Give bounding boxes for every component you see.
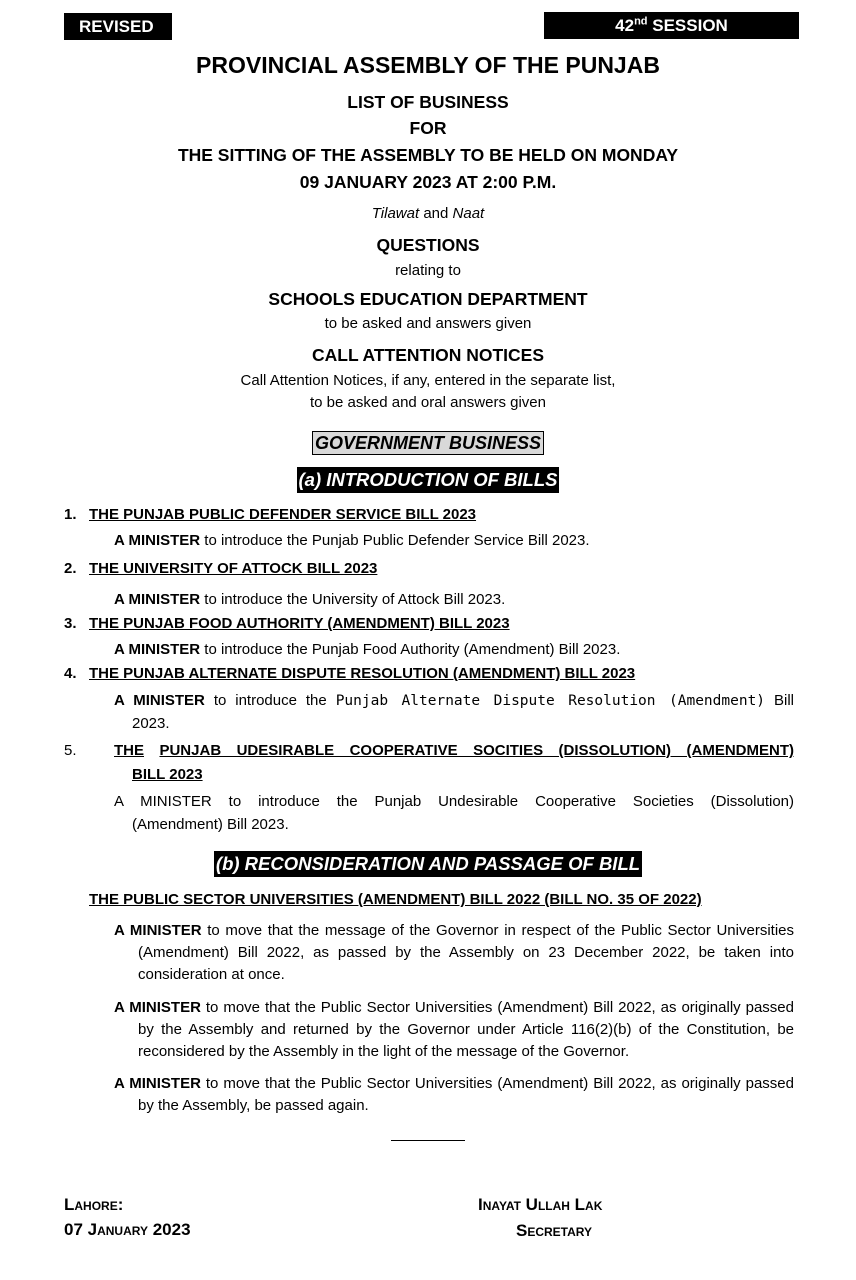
questions-heading: QUESTIONS: [376, 235, 480, 255]
motion-3-text: to move that the Public Sector Universities (Amendment) Bill 2022, as originally passed by the Assembly, be passed again.: [138, 1075, 794, 1114]
naat-text: Naat: [452, 205, 485, 222]
bill-2-text: [114, 589, 505, 611]
bill-3-description: to introduce the Punjab Food Authority (Amendment) Bill 2023.: [204, 641, 621, 658]
bill-5-title-a: THE: [114, 742, 144, 759]
closing-divider: [391, 1140, 465, 1141]
bill-2-number: 2.: [64, 560, 77, 577]
bill-5-title-cont: BILL 2023: [132, 766, 203, 783]
revised-badge: REVISED: [64, 13, 172, 40]
bill-1-description: to introduce the Punjab Public Defender Service Bill 2023.: [204, 532, 590, 549]
signatory-name: Inayat Ullah Lak: [478, 1195, 603, 1214]
subtitle-line-2: FOR: [409, 118, 447, 138]
bill-1-text: [114, 530, 590, 552]
tilawat-text: Tilawat: [371, 205, 420, 222]
signatory-designation: Secretary: [516, 1221, 593, 1240]
bill-4-title: THE PUNJAB ALTERNATE DISPUTE RESOLUTION (AMENDMENT) BILL 2023: [89, 665, 636, 682]
motion-3: [114, 1073, 794, 1117]
bill-5-number: 5.: [64, 742, 77, 759]
motion-3-actor: A MINISTER: [114, 1075, 201, 1092]
questions-relating: relating to: [395, 262, 461, 279]
bill-4-number: 4.: [64, 665, 77, 682]
motion-1-text: to move that the message of the Governor in respect of the Public Sector Universities (Amendment) Bill 2022, as passed by the Assembly on 23 December 2022, be taken into consideration at once.: [138, 922, 794, 983]
bill-4-description-a: to introduce the: [213, 692, 327, 709]
call-attention-heading: CALL ATTENTION NOTICES: [311, 345, 545, 365]
bill-2-title: THE UNIVERSITY OF ATTOCK BILL 2023: [89, 560, 378, 577]
tilawat-line: [0, 205, 856, 222]
motion-2-text: to move that the Public Sector Universities (Amendment) Bill 2022, as originally passed by the Assembly and returned by the Governor under Article 116(2)(b) of the Constitution, be reconsidered by the Assembly in the light of the message of the Governor.: [138, 999, 794, 1060]
bill-4-text: [114, 690, 794, 712]
page-title: PROVINCIAL ASSEMBLY OF THE PUNJAB: [196, 52, 660, 78]
motion-1: [114, 920, 794, 986]
subtitle-line-3: THE SITTING OF THE ASSEMBLY TO BE HELD ON MONDAY: [177, 145, 679, 165]
call-attention-line-2: to be asked and oral answers given: [310, 394, 546, 411]
bill-1-number: 1.: [64, 506, 77, 523]
bill-4-description-c: Bill: [773, 692, 794, 709]
subtitle-line-4: 09 JANUARY 2023 AT 2:00 P.M.: [299, 172, 557, 192]
bill-5-title-b: PUNJAB UDESIRABLE COOPERATIVE SOCITIES (DISSOLUTION) (AMENDMENT): [159, 742, 794, 759]
bill-1-title: THE PUNJAB PUBLIC DEFENDER SERVICE BILL 2023: [89, 506, 477, 523]
motion-2: [114, 997, 794, 1063]
department-heading: SCHOOLS EDUCATION DEPARTMENT: [268, 289, 588, 309]
bill-3-number: 3.: [64, 615, 77, 632]
bill-3-title: THE PUNJAB FOOD AUTHORITY (AMENDMENT) BILL 2023: [89, 615, 510, 632]
section-b-heading: (b) RECONSIDERATION AND PASSAGE OF BILL: [214, 851, 642, 877]
footer-place: Lahore:: [64, 1195, 124, 1214]
bill-5-text-cont: (Amendment) Bill 2023.: [132, 816, 289, 833]
motion-2-actor: A MINISTER: [114, 999, 201, 1016]
bill-2-actor: A MINISTER: [114, 591, 201, 608]
motion-1-actor: A MINISTER: [114, 922, 202, 939]
footer-date: 07 January 2023: [64, 1220, 191, 1239]
bill-2-description: to introduce the University of Attock Bill 2023.: [204, 591, 506, 608]
bill-4-text-cont: 2023.: [132, 715, 170, 732]
bill-4-actor: A MINISTER: [114, 692, 205, 709]
call-attention-line-1: Call Attention Notices, if any, entered in the separate list,: [240, 372, 616, 389]
bill-3-actor: A MINISTER: [114, 641, 201, 658]
bill-3-text: [114, 639, 620, 661]
government-business-heading: GOVERNMENT BUSINESS: [312, 431, 544, 455]
bill-5-text: A MINISTER to introduce the Punjab Undesirable Cooperative Societies (Dissolution): [114, 793, 794, 810]
session-badge: [544, 12, 799, 39]
bill-5-title: [114, 740, 794, 762]
bill-1-actor: A MINISTER: [114, 532, 201, 549]
bill-4-description-b: Punjab Alternate Dispute Resolution (Amendment): [335, 693, 766, 709]
and-text: and: [423, 205, 449, 222]
questions-note: to be asked and answers given: [324, 315, 532, 332]
session-suffix: nd: [634, 15, 648, 28]
section-a-heading: (a) INTRODUCTION OF BILLS: [297, 467, 560, 493]
session-number: 42: [615, 16, 635, 35]
session-label: SESSION: [652, 16, 728, 35]
section-b-bill-title: THE PUBLIC SECTOR UNIVERSITIES (AMENDMENT) BILL 2022 (BILL NO. 35 OF 2022): [89, 891, 702, 908]
subtitle-line-1: LIST OF BUSINESS: [347, 92, 509, 112]
